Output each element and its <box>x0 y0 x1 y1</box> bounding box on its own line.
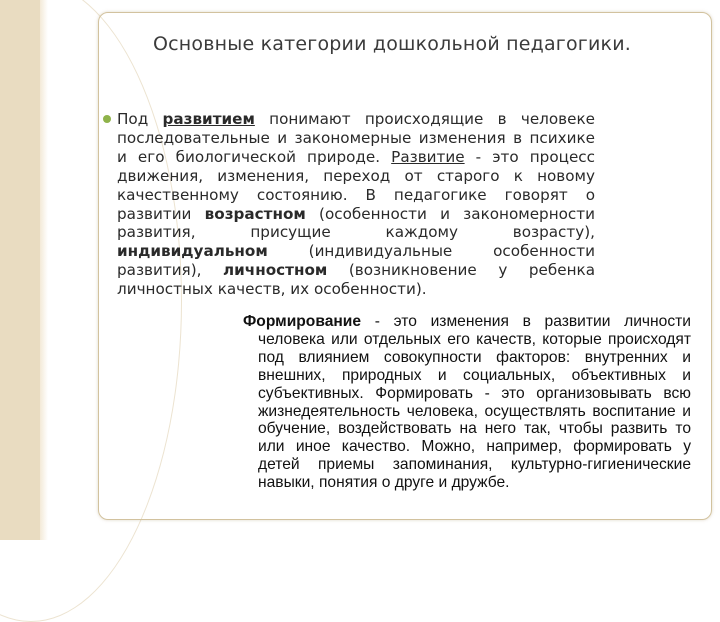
development-text <box>117 110 595 299</box>
text-run: (возникновение у ребенка личностных качеств, их особенности). <box>117 261 596 299</box>
page-title: Основные категории дошкольной педагогики. <box>153 33 631 55</box>
term-development-2: Развитие <box>391 147 465 166</box>
formation-text: - это изменения в развитии личности человека или отдельных его качеств, которые происходят под влиянием совокупности факторов: внутренних и внешних, природных и социальных, объективных и субъективных. Формировать - это организовывать всю жизнедеятельность человека, осуществлять воспитание и обучение, воздействовать на него так, чтобы развить то или иное качество. Можно, например, формировать у детей приемы запоминания, культурно-гигиенические навыки, понятия о друге и дружбе. <box>258 313 691 492</box>
text-run: понимают происходящие в человеке последовательные и закономерные изменения в психике и его биологической природе. <box>117 110 595 166</box>
formation-paragraph <box>243 313 691 492</box>
term-personal-development: личностном <box>223 261 328 280</box>
term-development: развитием <box>162 110 255 128</box>
term-formation: Формирование <box>243 313 362 330</box>
development-paragraph <box>103 110 595 299</box>
term-individual-development: индивидуальном <box>117 242 268 261</box>
text-run: (индивидуальные особенности развития), <box>117 242 595 280</box>
text-run: (особенности и закономерности развития, присущие каждому возрасту), <box>117 204 595 242</box>
text-run: Под <box>117 110 163 128</box>
text-run: - это процесс движения, изменения, переход от старого к новому качественному состоянию. В педагогике говорят о развитии <box>117 147 595 223</box>
term-age-development: возрастном <box>204 204 306 223</box>
bullet-icon <box>103 115 111 123</box>
